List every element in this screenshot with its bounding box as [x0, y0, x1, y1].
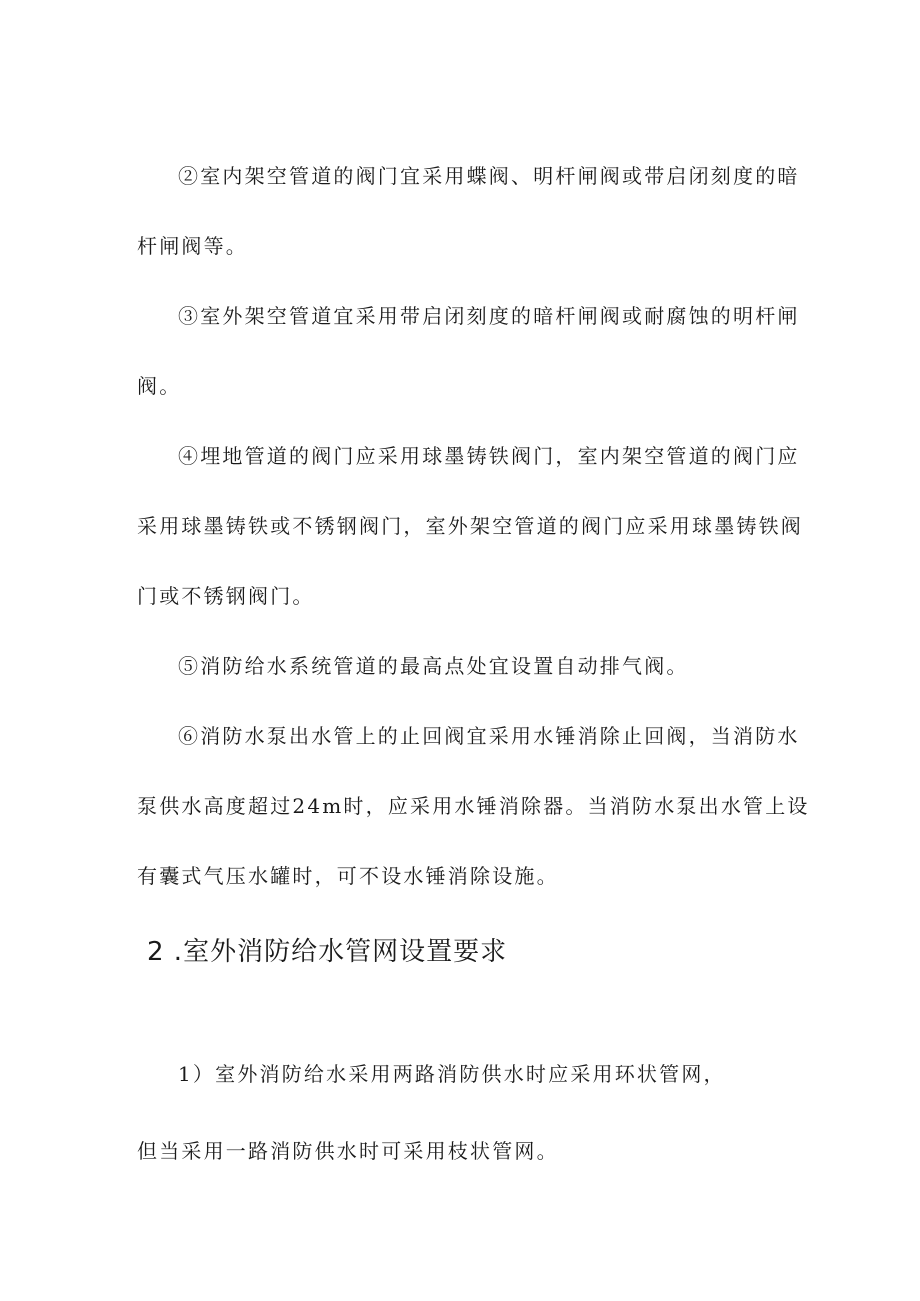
paragraph-item-4-line-3: 门或不锈钢阀门。 — [137, 584, 315, 608]
section-heading: 2 .室外消防给水管网设置要求 — [147, 937, 508, 967]
paragraph-sub-1-line-1: 1）室外消防给水采用两路消防供水时应采用环状管网， — [178, 1062, 726, 1086]
paragraph-item-5-line-1: ⑤消防给水系统管道的最高点处宜设置自动排气阀。 — [178, 654, 689, 678]
paragraph-item-3-line-2: 阀。 — [137, 374, 182, 398]
paragraph-item-4-line-2: 采用球墨铸铁或不锈钢阀门，室外架空管道的阀门应采用球墨铸铁阀 — [137, 514, 803, 538]
paragraph-sub-1-line-2: 但当采用一路消防供水时可采用枝状管网。 — [137, 1139, 559, 1163]
paragraph-item-3-line-1: ③室外架空管道宜采用带启闭刻度的暗杆闸阀或耐腐蚀的明杆闸 — [178, 304, 800, 328]
paragraph-item-4-line-1: ④埋地管道的阀门应采用球墨铸铁阀门，室内架空管道的阀门应 — [178, 444, 800, 468]
paragraph-item-6-line-2: 泵供水高度超过24m时，应采用水锤消除器。当消防水泵出水管上设 — [137, 794, 810, 818]
paragraph-item-6-line-1: ⑥消防水泵出水管上的止回阀宜采用水锤消除止回阀，当消防水 — [178, 724, 800, 748]
paragraph-item-2-line-1: ②室内架空管道的阀门宜采用蝶阀、明杆闸阀或带启闭刻度的暗 — [178, 164, 800, 188]
paragraph-item-6-line-3: 有囊式气压水罐时，可不设水锤消除设施。 — [137, 864, 559, 888]
paragraph-item-2-line-2: 杆闸阀等。 — [137, 234, 248, 258]
